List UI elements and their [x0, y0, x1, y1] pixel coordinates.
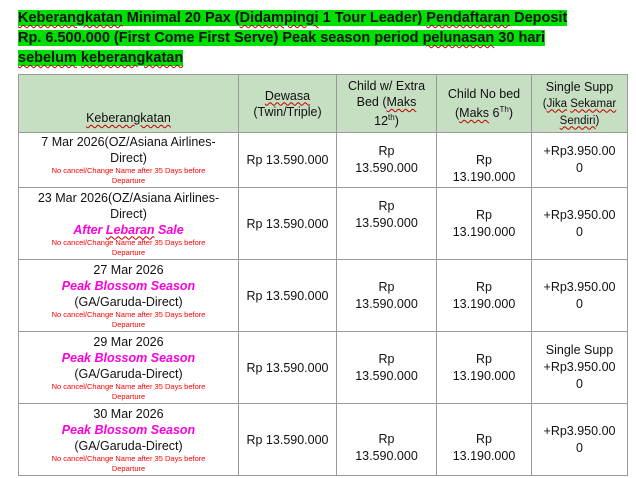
- departure-cell: 7 Mar 2026(OZ/Asiana Airlines- Direct) No cancel/Change Name after 35 Days before Departure: [19, 133, 239, 188]
- child-nobed-price: Rp 13.190.000: [437, 332, 532, 404]
- heading-text: Minimal 20 Pax (: [122, 10, 240, 26]
- col-header-departure: Keberangkatan: [19, 75, 239, 133]
- table-row: [19, 404, 628, 476]
- heading-word: Pendaftaran: [426, 10, 511, 26]
- price-table: [18, 74, 628, 476]
- child-bed-price: Rp 13.590.000: [337, 260, 437, 332]
- departure-cell: 30 Mar 2026 Peak Blossom Season (GA/Garuda-Direct) No cancel/Change Name after 35 Days before Departure: [19, 404, 239, 476]
- col-header-single-supp: Single Supp (Jika Sekamar Sendiri): [532, 75, 628, 133]
- table-row: [19, 188, 628, 260]
- child-nobed-price: Rp 13.190.000: [437, 133, 532, 188]
- adult-price: Rp 13.590.000: [239, 332, 337, 404]
- adult-price: Rp 13.590.000: [239, 188, 337, 260]
- child-nobed-price: Rp 13.190.000: [437, 260, 532, 332]
- heading-text: 30 hari: [494, 30, 546, 46]
- single-supp-price: +Rp3.950.00 0: [532, 404, 628, 476]
- col-header-child-nobed: Child No bed (Maks 6Th): [437, 75, 532, 133]
- single-supp-price: +Rp3.950.00 0: [532, 188, 628, 260]
- adult-price: Rp 13.590.000: [239, 404, 337, 476]
- heading-word: pelunasan: [422, 30, 495, 46]
- departure-cell: 23 Mar 2026(OZ/Asiana Airlines- Direct) After Lebaran Sale No cancel/Change Name after 35 Days before Departure: [19, 188, 239, 260]
- adult-price: Rp 13.590.000: [239, 133, 337, 188]
- promo-label: Peak Blossom Season: [61, 422, 196, 437]
- child-nobed-price: Rp 13.190.000: [437, 188, 532, 260]
- table-header-row: [19, 75, 628, 133]
- child-bed-price: Rp 13.590.000: [337, 133, 437, 188]
- heading-text: 1 Tour Leader): [318, 10, 427, 26]
- promo-label: After Lebaran Sale: [73, 222, 184, 237]
- child-bed-price: Rp 13.590.000: [337, 332, 437, 404]
- col-header-child-bed: Child w/ Extra Bed (Maks 12th): [337, 75, 437, 133]
- table-row: [19, 332, 628, 404]
- child-bed-price: Rp 13.590.000: [337, 404, 437, 476]
- single-supp-price: +Rp3.950.00 0: [532, 133, 628, 188]
- promo-label: Peak Blossom Season: [61, 278, 196, 293]
- single-supp-price: +Rp3.950.00 0: [532, 260, 628, 332]
- page-heading: [18, 8, 578, 68]
- heading-word: Keberangkatan: [18, 10, 123, 26]
- heading-word: Didampingi: [239, 10, 319, 26]
- table-row: [19, 133, 628, 188]
- col-header-adult: Dewasa (Twin/Triple): [239, 75, 337, 133]
- child-bed-price: Rp 13.590.000: [337, 188, 437, 260]
- heading-word: sebelum: [18, 50, 77, 66]
- heading-highlight: [18, 10, 567, 66]
- heading-word: keberangkatan: [80, 50, 184, 66]
- departure-cell: 29 Mar 2026 Peak Blossom Season (GA/Garuda-Direct) No cancel/Change Name after 35 Days before Departure: [19, 332, 239, 404]
- child-nobed-price: Rp 13.190.000: [437, 404, 532, 476]
- table-row: [19, 260, 628, 332]
- single-supp-price: Single Supp +Rp3.950.00 0: [532, 332, 628, 404]
- promo-label: Peak Blossom Season: [61, 350, 196, 365]
- departure-cell: 27 Mar 2026 Peak Blossom Season (GA/Garuda-Direct) No cancel/Change Name after 35 Days before Departure: [19, 260, 239, 332]
- heading-text: Deposit Rp. 6.500.000 (First Come First Serve) Peak season period: [18, 10, 568, 46]
- adult-price: Rp 13.590.000: [239, 260, 337, 332]
